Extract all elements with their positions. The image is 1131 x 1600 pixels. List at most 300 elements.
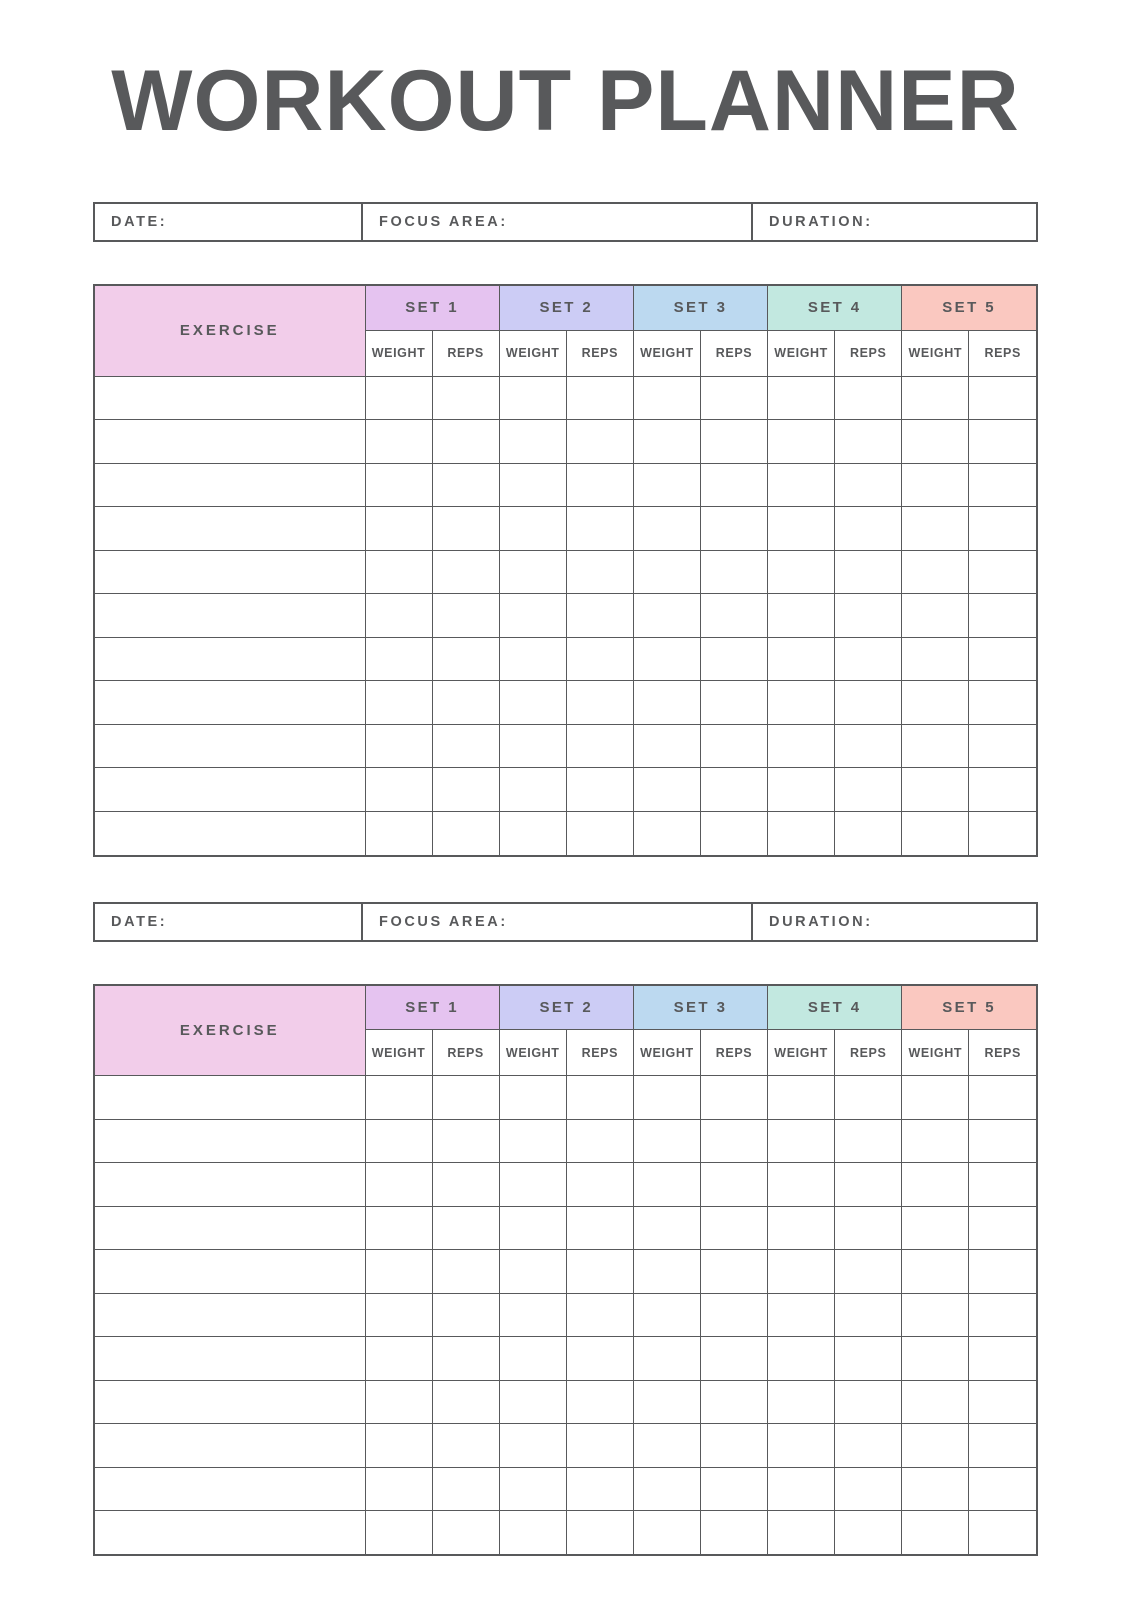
- weight-cell-set-3[interactable]: [633, 1337, 700, 1381]
- weight-cell-set-5[interactable]: [902, 376, 969, 420]
- reps-cell-set-5[interactable]: [969, 1206, 1036, 1250]
- reps-cell-set-4[interactable]: [835, 1163, 902, 1207]
- reps-cell-set-1[interactable]: [432, 1337, 499, 1381]
- workout-table-2: [93, 984, 1038, 1557]
- weight-cell-set-5[interactable]: [902, 1467, 969, 1511]
- exercise-cell[interactable]: [95, 1119, 365, 1163]
- duration-label: DURATION:: [769, 214, 873, 230]
- weight-cell-set-2[interactable]: [499, 594, 566, 638]
- weight-cell-set-4[interactable]: [768, 1206, 835, 1250]
- weight-cell-set-2[interactable]: [499, 724, 566, 768]
- weight-cell-set-5[interactable]: [902, 594, 969, 638]
- date-field-2[interactable]: [95, 904, 363, 940]
- reps-cell-set-1[interactable]: [432, 594, 499, 638]
- reps-cell-set-4[interactable]: [835, 1076, 902, 1120]
- info-bar-1: [93, 202, 1038, 242]
- reps-cell-set-1[interactable]: [432, 1293, 499, 1337]
- reps-cell-set-1[interactable]: [432, 1206, 499, 1250]
- reps-cell-set-5[interactable]: [969, 637, 1036, 681]
- table-row: [95, 811, 1036, 855]
- reps-cell-set-1[interactable]: [432, 637, 499, 681]
- weight-cell-set-5[interactable]: [902, 1293, 969, 1337]
- weight-cell-set-5[interactable]: [902, 1511, 969, 1555]
- reps-cell-set-5[interactable]: [969, 1163, 1036, 1207]
- weight-subheader-1: WEIGHT: [365, 1030, 432, 1076]
- exercise-cell[interactable]: [95, 724, 365, 768]
- table-row: [95, 681, 1036, 725]
- reps-cell-set-1[interactable]: [432, 768, 499, 812]
- reps-cell-set-1[interactable]: [432, 1424, 499, 1468]
- exercise-cell[interactable]: [95, 1250, 365, 1294]
- reps-cell-set-4[interactable]: [835, 681, 902, 725]
- reps-cell-set-2[interactable]: [566, 811, 633, 855]
- exercise-cell[interactable]: [95, 420, 365, 464]
- workout-table-1: [93, 284, 1038, 857]
- reps-subheader-3: REPS: [700, 1030, 767, 1076]
- weight-cell-set-1[interactable]: [365, 1424, 432, 1468]
- reps-cell-set-4[interactable]: [835, 1206, 902, 1250]
- reps-cell-set-1[interactable]: [432, 811, 499, 855]
- reps-cell-set-5[interactable]: [969, 1337, 1036, 1381]
- weight-cell-set-5[interactable]: [902, 420, 969, 464]
- exercise-cell[interactable]: [95, 550, 365, 594]
- weight-cell-set-3[interactable]: [633, 594, 700, 638]
- weight-cell-set-5[interactable]: [902, 681, 969, 725]
- set-header-3: SET 3: [633, 286, 767, 330]
- weight-cell-set-2[interactable]: [499, 1293, 566, 1337]
- reps-cell-set-2[interactable]: [566, 681, 633, 725]
- weight-cell-set-3[interactable]: [633, 1206, 700, 1250]
- exercise-cell[interactable]: [95, 1293, 365, 1337]
- weight-cell-set-3[interactable]: [633, 420, 700, 464]
- exercise-cell[interactable]: [95, 1467, 365, 1511]
- weight-cell-set-4[interactable]: [768, 594, 835, 638]
- weight-cell-set-2[interactable]: [499, 420, 566, 464]
- focus-area-field-1[interactable]: [363, 204, 753, 240]
- reps-cell-set-4[interactable]: [835, 420, 902, 464]
- weight-cell-set-5[interactable]: [902, 1206, 969, 1250]
- weight-cell-set-2[interactable]: [499, 1467, 566, 1511]
- reps-cell-set-5[interactable]: [969, 1467, 1036, 1511]
- reps-cell-set-5[interactable]: [969, 1511, 1036, 1555]
- weight-cell-set-4[interactable]: [768, 1380, 835, 1424]
- reps-subheader-2: REPS: [566, 1030, 633, 1076]
- exercise-cell[interactable]: [95, 463, 365, 507]
- date-field-1[interactable]: [95, 204, 363, 240]
- reps-subheader-5: REPS: [969, 1030, 1036, 1076]
- weight-cell-set-4[interactable]: [768, 811, 835, 855]
- reps-cell-set-4[interactable]: [835, 1119, 902, 1163]
- duration-field-1[interactable]: [753, 204, 1036, 240]
- reps-subheader-3: REPS: [700, 330, 767, 376]
- weight-cell-set-3[interactable]: [633, 1424, 700, 1468]
- table-row: [95, 420, 1036, 464]
- weight-cell-set-4[interactable]: [768, 1163, 835, 1207]
- reps-cell-set-3[interactable]: [700, 376, 767, 420]
- weight-cell-set-5[interactable]: [902, 637, 969, 681]
- set-header-3: SET 3: [633, 986, 767, 1030]
- reps-cell-set-1[interactable]: [432, 1119, 499, 1163]
- reps-cell-set-3[interactable]: [700, 1119, 767, 1163]
- exercise-cell[interactable]: [95, 1337, 365, 1381]
- reps-cell-set-3[interactable]: [700, 681, 767, 725]
- weight-subheader-2: WEIGHT: [499, 330, 566, 376]
- reps-cell-set-4[interactable]: [835, 1293, 902, 1337]
- reps-cell-set-1[interactable]: [432, 1511, 499, 1555]
- reps-cell-set-1[interactable]: [432, 724, 499, 768]
- weight-cell-set-5[interactable]: [902, 1250, 969, 1294]
- reps-cell-set-3[interactable]: [700, 507, 767, 551]
- reps-cell-set-3[interactable]: [700, 1250, 767, 1294]
- table-row: [95, 724, 1036, 768]
- weight-cell-set-4[interactable]: [768, 768, 835, 812]
- weight-cell-set-4[interactable]: [768, 1424, 835, 1468]
- weight-cell-set-3[interactable]: [633, 507, 700, 551]
- set-header-1: SET 1: [365, 986, 499, 1030]
- weight-cell-set-5[interactable]: [902, 550, 969, 594]
- weight-subheader-2: WEIGHT: [499, 1030, 566, 1076]
- reps-cell-set-2[interactable]: [566, 1250, 633, 1294]
- weight-cell-set-2[interactable]: [499, 1076, 566, 1120]
- table-row: [95, 1293, 1036, 1337]
- weight-cell-set-4[interactable]: [768, 1293, 835, 1337]
- reps-cell-set-4[interactable]: [835, 550, 902, 594]
- reps-cell-set-3[interactable]: [700, 1511, 767, 1555]
- reps-cell-set-4[interactable]: [835, 811, 902, 855]
- reps-cell-set-2[interactable]: [566, 1467, 633, 1511]
- reps-cell-set-3[interactable]: [700, 1293, 767, 1337]
- weight-cell-set-4[interactable]: [768, 1511, 835, 1555]
- weight-cell-set-2[interactable]: [499, 376, 566, 420]
- reps-cell-set-3[interactable]: [700, 1380, 767, 1424]
- weight-cell-set-1[interactable]: [365, 637, 432, 681]
- exercise-cell[interactable]: [95, 1511, 365, 1555]
- weight-cell-set-1[interactable]: [365, 1206, 432, 1250]
- exercise-cell[interactable]: [95, 1206, 365, 1250]
- weight-cell-set-5[interactable]: [902, 1163, 969, 1207]
- weight-cell-set-4[interactable]: [768, 1337, 835, 1381]
- table-row: [95, 1163, 1036, 1207]
- table-row: [95, 550, 1036, 594]
- weight-cell-set-4[interactable]: [768, 420, 835, 464]
- table-row: [95, 1467, 1036, 1511]
- weight-cell-set-4[interactable]: [768, 463, 835, 507]
- reps-cell-set-1[interactable]: [432, 463, 499, 507]
- weight-cell-set-1[interactable]: [365, 463, 432, 507]
- reps-cell-set-2[interactable]: [566, 1380, 633, 1424]
- focus-area-label: FOCUS AREA:: [379, 913, 508, 930]
- exercise-cell[interactable]: [95, 1163, 365, 1207]
- reps-cell-set-4[interactable]: [835, 1250, 902, 1294]
- focus-area-field-2[interactable]: [363, 904, 753, 940]
- reps-cell-set-3[interactable]: [700, 811, 767, 855]
- reps-cell-set-2[interactable]: [566, 420, 633, 464]
- reps-cell-set-3[interactable]: [700, 724, 767, 768]
- reps-cell-set-2[interactable]: [566, 1119, 633, 1163]
- date-label: DATE:: [111, 913, 168, 930]
- table-row: [95, 376, 1036, 420]
- weight-cell-set-3[interactable]: [633, 1511, 700, 1555]
- reps-cell-set-4[interactable]: [835, 637, 902, 681]
- reps-cell-set-2[interactable]: [566, 463, 633, 507]
- reps-cell-set-1[interactable]: [432, 420, 499, 464]
- weight-cell-set-1[interactable]: [365, 1467, 432, 1511]
- reps-subheader-4: REPS: [835, 330, 902, 376]
- weight-cell-set-1[interactable]: [365, 1163, 432, 1207]
- weight-cell-set-2[interactable]: [499, 1119, 566, 1163]
- table-row: [95, 1380, 1036, 1424]
- reps-cell-set-4[interactable]: [835, 1511, 902, 1555]
- weight-subheader-5: WEIGHT: [902, 1030, 969, 1076]
- table-row: [95, 507, 1036, 551]
- reps-cell-set-4[interactable]: [835, 724, 902, 768]
- reps-cell-set-5[interactable]: [969, 811, 1036, 855]
- reps-cell-set-3[interactable]: [700, 420, 767, 464]
- info-bar-2: [93, 902, 1038, 942]
- weight-cell-set-2[interactable]: [499, 1511, 566, 1555]
- table-row: [95, 1337, 1036, 1381]
- exercise-cell[interactable]: [95, 1424, 365, 1468]
- weight-cell-set-2[interactable]: [499, 768, 566, 812]
- weight-cell-set-5[interactable]: [902, 463, 969, 507]
- exercise-column-header: EXERCISE: [95, 986, 365, 1076]
- weight-cell-set-5[interactable]: [902, 811, 969, 855]
- weight-cell-set-3[interactable]: [633, 1163, 700, 1207]
- weight-cell-set-2[interactable]: [499, 1337, 566, 1381]
- weight-cell-set-1[interactable]: [365, 376, 432, 420]
- reps-cell-set-2[interactable]: [566, 550, 633, 594]
- weight-cell-set-3[interactable]: [633, 1076, 700, 1120]
- weight-cell-set-5[interactable]: [902, 1337, 969, 1381]
- reps-cell-set-3[interactable]: [700, 1337, 767, 1381]
- weight-cell-set-2[interactable]: [499, 1380, 566, 1424]
- weight-cell-set-4[interactable]: [768, 724, 835, 768]
- reps-cell-set-5[interactable]: [969, 550, 1036, 594]
- weight-cell-set-3[interactable]: [633, 637, 700, 681]
- reps-cell-set-1[interactable]: [432, 1163, 499, 1207]
- reps-subheader-5: REPS: [969, 330, 1036, 376]
- weight-cell-set-5[interactable]: [902, 1076, 969, 1120]
- weight-cell-set-2[interactable]: [499, 1250, 566, 1294]
- weight-cell-set-5[interactable]: [902, 1424, 969, 1468]
- weight-cell-set-1[interactable]: [365, 1337, 432, 1381]
- reps-cell-set-4[interactable]: [835, 1337, 902, 1381]
- exercise-cell[interactable]: [95, 637, 365, 681]
- table-body-1: [95, 376, 1036, 855]
- reps-cell-set-5[interactable]: [969, 1250, 1036, 1294]
- reps-cell-set-2[interactable]: [566, 1076, 633, 1120]
- weight-cell-set-2[interactable]: [499, 1163, 566, 1207]
- weight-cell-set-2[interactable]: [499, 1424, 566, 1468]
- duration-label: DURATION:: [769, 913, 873, 930]
- reps-cell-set-4[interactable]: [835, 376, 902, 420]
- weight-cell-set-1[interactable]: [365, 1511, 432, 1555]
- exercise-cell[interactable]: [95, 507, 365, 551]
- reps-cell-set-2[interactable]: [566, 724, 633, 768]
- reps-cell-set-1[interactable]: [432, 1467, 499, 1511]
- duration-field-2[interactable]: [753, 904, 1036, 940]
- weight-cell-set-1[interactable]: [365, 507, 432, 551]
- weight-cell-set-4[interactable]: [768, 681, 835, 725]
- reps-cell-set-2[interactable]: [566, 637, 633, 681]
- weight-cell-set-2[interactable]: [499, 507, 566, 551]
- weight-cell-set-1[interactable]: [365, 1076, 432, 1120]
- reps-cell-set-5[interactable]: [969, 420, 1036, 464]
- weight-cell-set-1[interactable]: [365, 681, 432, 725]
- reps-cell-set-2[interactable]: [566, 507, 633, 551]
- weight-cell-set-5[interactable]: [902, 724, 969, 768]
- weight-cell-set-5[interactable]: [902, 1119, 969, 1163]
- weight-cell-set-1[interactable]: [365, 724, 432, 768]
- table-row: [95, 1076, 1036, 1120]
- reps-cell-set-1[interactable]: [432, 376, 499, 420]
- reps-cell-set-3[interactable]: [700, 594, 767, 638]
- weight-cell-set-1[interactable]: [365, 550, 432, 594]
- reps-cell-set-1[interactable]: [432, 550, 499, 594]
- reps-cell-set-2[interactable]: [566, 1511, 633, 1555]
- reps-cell-set-4[interactable]: [835, 463, 902, 507]
- weight-cell-set-3[interactable]: [633, 724, 700, 768]
- reps-cell-set-3[interactable]: [700, 1076, 767, 1120]
- table-row: [95, 637, 1036, 681]
- weight-cell-set-4[interactable]: [768, 1076, 835, 1120]
- reps-cell-set-3[interactable]: [700, 1163, 767, 1207]
- reps-cell-set-5[interactable]: [969, 681, 1036, 725]
- weight-cell-set-1[interactable]: [365, 594, 432, 638]
- reps-cell-set-3[interactable]: [700, 463, 767, 507]
- set-header-2: SET 2: [499, 986, 633, 1030]
- reps-cell-set-4[interactable]: [835, 1424, 902, 1468]
- weight-cell-set-2[interactable]: [499, 463, 566, 507]
- weight-cell-set-4[interactable]: [768, 1119, 835, 1163]
- weight-subheader-4: WEIGHT: [768, 330, 835, 376]
- reps-cell-set-1[interactable]: [432, 1250, 499, 1294]
- set-header-1: SET 1: [365, 286, 499, 330]
- reps-subheader-4: REPS: [835, 1030, 902, 1076]
- reps-cell-set-2[interactable]: [566, 376, 633, 420]
- weight-cell-set-1[interactable]: [365, 1293, 432, 1337]
- reps-cell-set-5[interactable]: [969, 376, 1036, 420]
- weight-cell-set-2[interactable]: [499, 1206, 566, 1250]
- reps-subheader-1: REPS: [432, 1030, 499, 1076]
- reps-cell-set-5[interactable]: [969, 1119, 1036, 1163]
- reps-cell-set-1[interactable]: [432, 1076, 499, 1120]
- reps-cell-set-4[interactable]: [835, 507, 902, 551]
- reps-cell-set-5[interactable]: [969, 507, 1036, 551]
- weight-subheader-4: WEIGHT: [768, 1030, 835, 1076]
- exercise-cell[interactable]: [95, 376, 365, 420]
- reps-cell-set-5[interactable]: [969, 1424, 1036, 1468]
- weight-cell-set-2[interactable]: [499, 637, 566, 681]
- exercise-cell[interactable]: [95, 1380, 365, 1424]
- reps-cell-set-5[interactable]: [969, 1076, 1036, 1120]
- reps-cell-set-3[interactable]: [700, 1467, 767, 1511]
- table-header-row: [95, 286, 1036, 330]
- reps-cell-set-5[interactable]: [969, 1293, 1036, 1337]
- reps-cell-set-3[interactable]: [700, 637, 767, 681]
- weight-cell-set-4[interactable]: [768, 637, 835, 681]
- exercise-cell[interactable]: [95, 681, 365, 725]
- reps-cell-set-4[interactable]: [835, 768, 902, 812]
- weight-cell-set-3[interactable]: [633, 681, 700, 725]
- reps-cell-set-1[interactable]: [432, 1380, 499, 1424]
- reps-cell-set-5[interactable]: [969, 594, 1036, 638]
- exercise-cell[interactable]: [95, 768, 365, 812]
- reps-cell-set-3[interactable]: [700, 1206, 767, 1250]
- table-row: [95, 1511, 1036, 1555]
- weight-cell-set-4[interactable]: [768, 376, 835, 420]
- weight-cell-set-1[interactable]: [365, 768, 432, 812]
- reps-cell-set-3[interactable]: [700, 768, 767, 812]
- weight-cell-set-4[interactable]: [768, 507, 835, 551]
- table-row: [95, 594, 1036, 638]
- exercise-cell[interactable]: [95, 1076, 365, 1120]
- reps-cell-set-5[interactable]: [969, 463, 1036, 507]
- weight-cell-set-3[interactable]: [633, 1467, 700, 1511]
- exercise-cell[interactable]: [95, 811, 365, 855]
- weight-cell-set-1[interactable]: [365, 1380, 432, 1424]
- reps-cell-set-5[interactable]: [969, 1380, 1036, 1424]
- weight-cell-set-3[interactable]: [633, 1380, 700, 1424]
- weight-cell-set-5[interactable]: [902, 507, 969, 551]
- weight-cell-set-4[interactable]: [768, 1250, 835, 1294]
- reps-cell-set-2[interactable]: [566, 1206, 633, 1250]
- reps-cell-set-4[interactable]: [835, 1467, 902, 1511]
- table-row: [95, 1424, 1036, 1468]
- weight-subheader-5: WEIGHT: [902, 330, 969, 376]
- weight-cell-set-2[interactable]: [499, 811, 566, 855]
- weight-cell-set-1[interactable]: [365, 420, 432, 464]
- weight-cell-set-4[interactable]: [768, 550, 835, 594]
- set-header-2: SET 2: [499, 286, 633, 330]
- weight-cell-set-3[interactable]: [633, 463, 700, 507]
- reps-cell-set-4[interactable]: [835, 1380, 902, 1424]
- weight-cell-set-3[interactable]: [633, 550, 700, 594]
- weight-cell-set-1[interactable]: [365, 1250, 432, 1294]
- reps-cell-set-3[interactable]: [700, 550, 767, 594]
- reps-cell-set-2[interactable]: [566, 1163, 633, 1207]
- weight-cell-set-5[interactable]: [902, 768, 969, 812]
- table-row: [95, 768, 1036, 812]
- reps-cell-set-1[interactable]: [432, 507, 499, 551]
- weight-cell-set-3[interactable]: [633, 811, 700, 855]
- table-row: [95, 1119, 1036, 1163]
- reps-cell-set-1[interactable]: [432, 681, 499, 725]
- reps-cell-set-4[interactable]: [835, 594, 902, 638]
- weight-cell-set-3[interactable]: [633, 1250, 700, 1294]
- reps-cell-set-3[interactable]: [700, 1424, 767, 1468]
- weight-cell-set-3[interactable]: [633, 1293, 700, 1337]
- exercise-cell[interactable]: [95, 594, 365, 638]
- reps-cell-set-5[interactable]: [969, 768, 1036, 812]
- weight-cell-set-2[interactable]: [499, 550, 566, 594]
- weight-cell-set-5[interactable]: [902, 1380, 969, 1424]
- weight-cell-set-1[interactable]: [365, 1119, 432, 1163]
- reps-cell-set-2[interactable]: [566, 1424, 633, 1468]
- weight-cell-set-3[interactable]: [633, 768, 700, 812]
- weight-cell-set-2[interactable]: [499, 681, 566, 725]
- weight-cell-set-4[interactable]: [768, 1467, 835, 1511]
- weight-cell-set-3[interactable]: [633, 376, 700, 420]
- reps-cell-set-2[interactable]: [566, 768, 633, 812]
- set-header-5: SET 5: [902, 986, 1036, 1030]
- weight-cell-set-3[interactable]: [633, 1119, 700, 1163]
- reps-cell-set-2[interactable]: [566, 594, 633, 638]
- weight-cell-set-1[interactable]: [365, 811, 432, 855]
- reps-cell-set-5[interactable]: [969, 724, 1036, 768]
- reps-cell-set-2[interactable]: [566, 1337, 633, 1381]
- reps-cell-set-2[interactable]: [566, 1293, 633, 1337]
